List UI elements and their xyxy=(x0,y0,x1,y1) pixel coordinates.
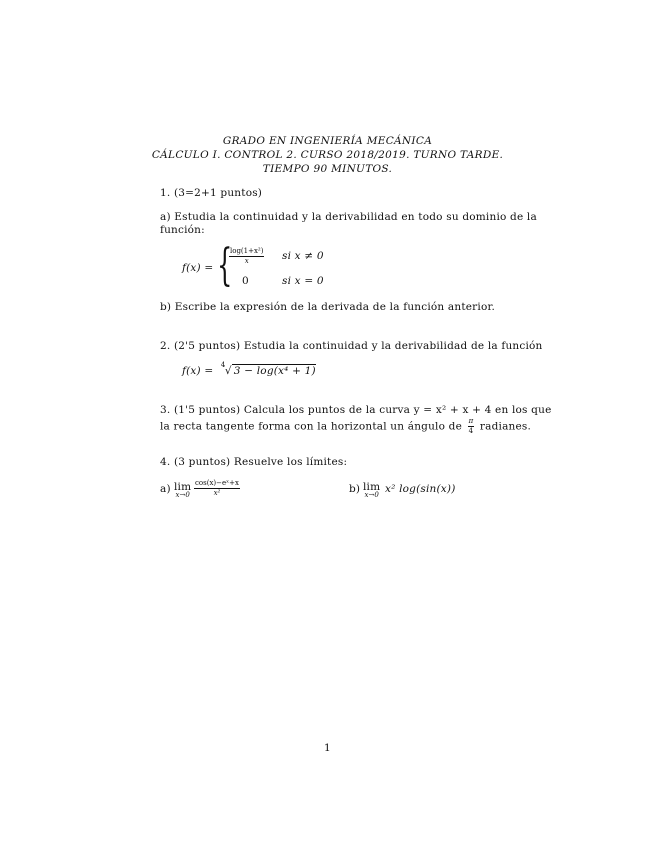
q1-a-line2: función: xyxy=(160,224,205,236)
q3-angle-denominator: 4 xyxy=(468,427,474,435)
q2-root xyxy=(220,361,316,377)
q4-title: 4. (3 puntos) Resuelve los límites: xyxy=(160,456,348,468)
q4-b-lim-word: lim xyxy=(363,481,381,493)
q2-radicand: 3 − log(x⁴ + 1) xyxy=(233,365,316,377)
q4-a-fraction xyxy=(194,478,240,498)
q4-a-lim-sub: x→0 xyxy=(175,491,190,499)
q3-angle-numerator: π xyxy=(468,417,474,425)
q3-angle-fraction xyxy=(468,417,475,436)
q1-case1-denominator: x xyxy=(244,257,249,265)
q1-case2-condition: si x = 0 xyxy=(282,275,324,287)
q3-line2-post: radianes. xyxy=(479,420,532,433)
q4-a-label: a) xyxy=(160,483,171,495)
q3-line2 xyxy=(160,417,531,436)
header-course: CÁLCULO I. CONTROL 2. CURSO 2018/2019. TURNO TARDE. xyxy=(151,149,504,161)
q4-a-numerator: cos(x)−eˣ+x xyxy=(195,479,239,487)
q4-a-limit xyxy=(174,481,191,499)
q4-b-lim-sub: x→0 xyxy=(364,491,379,499)
q1-case1-numerator: log(1+x²) xyxy=(230,247,264,255)
header-time: TIEMPO 90 MINUTOS. xyxy=(262,163,393,175)
q1-case1-condition: si x ≠ 0 xyxy=(282,250,324,262)
q4-a-denominator: x² xyxy=(213,489,221,497)
page-number: 1 xyxy=(324,742,331,754)
q1-function-label: f(x) = xyxy=(182,262,214,274)
header-degree: GRADO EN INGENIERÍA MECÁNICA xyxy=(222,135,433,147)
q1-title: 1. (3=2+1 puntos) xyxy=(160,187,263,199)
q1-a-line1: a) Estudia la continuidad y la derivabilidad en todo su dominio de la xyxy=(160,211,537,223)
q3-line2-pre: la recta tangente forma con la horizontal un ángulo de xyxy=(160,420,463,433)
q1-case2-value: 0 xyxy=(242,275,249,287)
q1-case1-fraction xyxy=(229,246,264,266)
q4-b-label: b) xyxy=(349,483,361,495)
q2-formula xyxy=(182,361,316,377)
piecewise-brace: { xyxy=(217,240,233,291)
radical-sign: √ xyxy=(224,365,232,377)
q4-b-expression: x² log(sin(x)) xyxy=(385,483,456,495)
q4-b-limit xyxy=(363,481,380,499)
q4-a-lim-word: lim xyxy=(174,481,192,493)
q2-text: 2. (2'5 puntos) Estudia la continuidad y la derivabilidad de la función xyxy=(160,340,543,352)
q2-root-index: 4 xyxy=(220,361,226,369)
q3-line1: 3. (1'5 puntos) Calcula los puntos de la curva y = x² + x + 4 en los que xyxy=(160,404,552,416)
q1-b-text: b) Escribe la expresión de la derivada de la función anterior. xyxy=(160,301,496,313)
q2-function-label: f(x) = xyxy=(182,365,214,377)
